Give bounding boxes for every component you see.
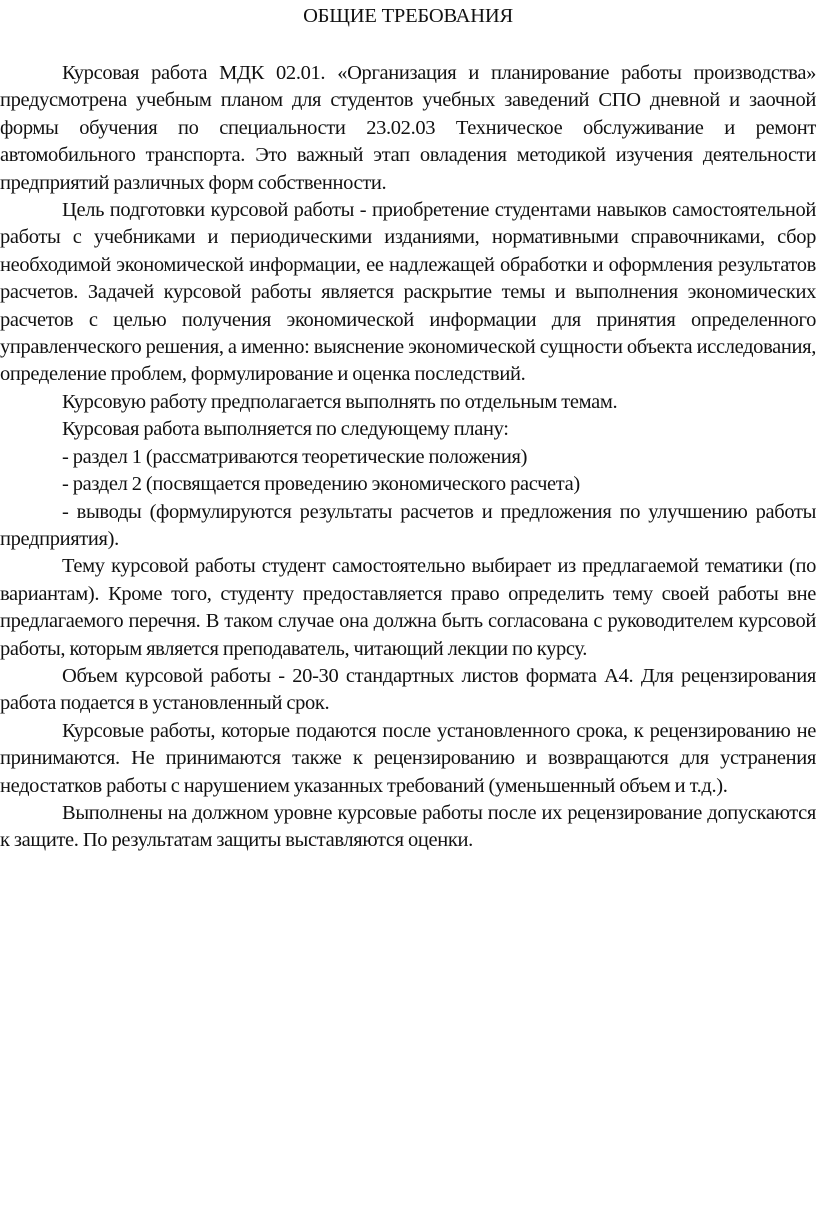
plan-item-section-1: - раздел 1 (рассматриваются теоретические положения) (62, 445, 528, 468)
document-title: ОБЩИЕ ТРЕБОВАНИЯ (303, 5, 513, 27)
paragraph-goal: Цель подготовки курсовой работы - приобретение студентами навыков самостоятельной работы с учебниками и периодическими изданиями, нормативными справочниками, сбор необходимой экономической информации, ее надлежащей обработки и оформления результатов расчетов. Задачей курсовой работы является раскрытие темы и выполнения экономических расчетов с целью получения экономической информации для принятия определенного управленческого решения, а именно: выяснение экономической сущности объекта исследования, определение проблем, формулирование и оценка последствий. (0, 199, 816, 386)
document-body (0, 60, 816, 855)
paragraph-intro: Курсовая работа МДК 02.01. «Организация и планирование работы производства» предусмотрена учебным планом для студентов учебных заведений СПО дневной и заочной формы обучения по специальности 23.02.03 Техническое обслуживание и ремонт автомобильного транспорта. Это важный этап овладения методикой изучения деятельности предприятий различных форм собственности. (0, 62, 816, 194)
paragraph-volume: Объем курсовой работы - 20-30 стандартных листов формата А4. Для рецензирования работа подается в установленный срок. (0, 664, 816, 715)
paragraph-plan-intro: Курсовая работа выполняется по следующему плану: (62, 418, 509, 441)
paragraph-topic-choice: Тему курсовой работы студент самостоятельно выбирает из предлагаемой тематики (по вариантам). Кроме того, студенту предоставляется право определить тему своей работы вне предлагаемого перечня. В таком случае она должна быть согласована с руководителем курсовой работы, которым является преподаватель, читающий лекции по курсу. (0, 555, 816, 660)
plan-item-section-2: - раздел 2 (посвящается проведению экономического расчета) (62, 473, 580, 496)
paragraph-defense: Выполнены на должном уровне курсовые работы после их рецензирование допускаются к защите. По результатам защиты выставляются оценки. (0, 801, 816, 852)
paragraph-topics: Курсовую работу предполагается выполнять по отдельным темам. (62, 390, 618, 413)
plan-item-conclusions: - выводы (формулируются результаты расчетов и предложения по улучшению работы предприятия). (0, 500, 816, 550)
paragraph-late-submission: Курсовые работы, которые подаются после установленного срока, к рецензированию не принимаются. Не принимаются также к рецензированию и возвращаются для устранения недостатков работы с нарушением указанных требований (уменьшенный объем и т.д.). (0, 719, 816, 797)
